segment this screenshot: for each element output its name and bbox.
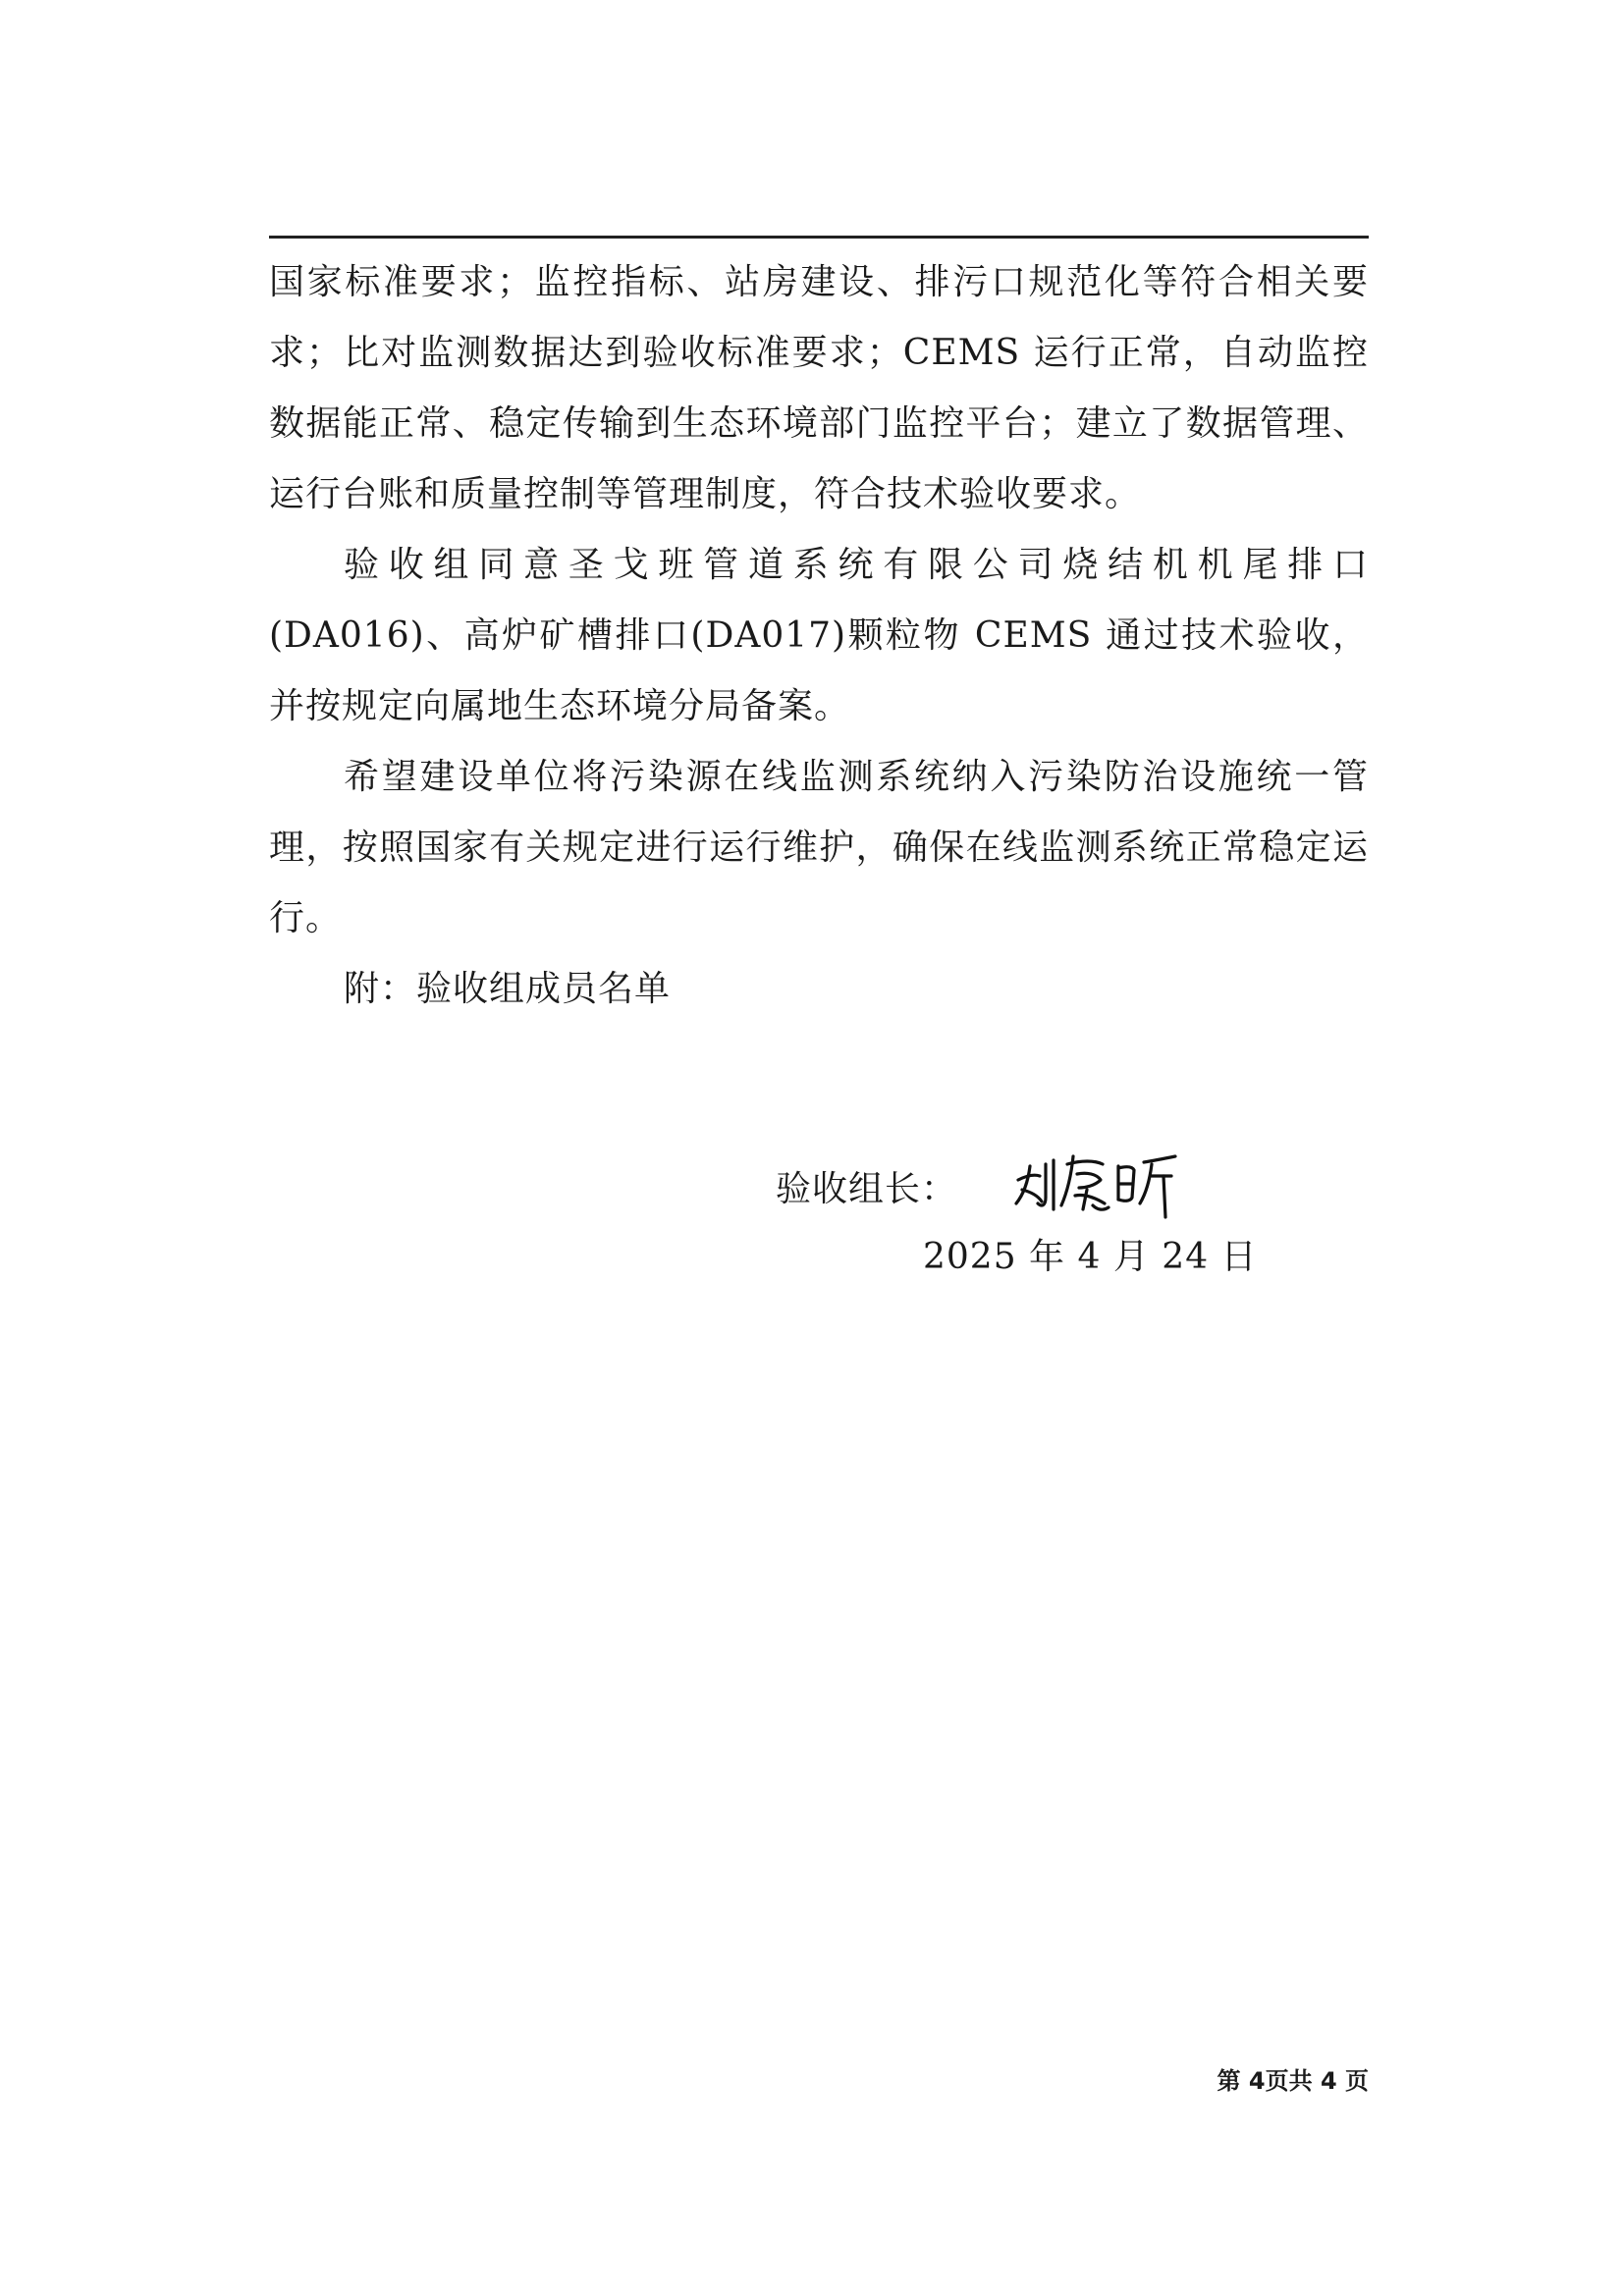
signature-date: 2025 年 4 月 24 日	[923, 1237, 1258, 1277]
paragraph-1: 国家标准要求；监控指标、站房建设、排污口规范化等符合相关要求；比对监测数据达到验收标准要求；CEMS 运行正常，自动监控数据能正常、稳定传输到生态环境部门监控平台；建立了数据管理、运行台账和质量控制等管理制度，符合技术验收要求。	[269, 262, 1369, 514]
paragraph-2: 验收组同意圣戈班管道系统有限公司烧结机机尾排口(DA016)、高炉矿槽排口(DA017)颗粒物 CEMS 通过技术验收，并按规定向属地生态环境分局备案。	[269, 545, 1369, 726]
signature-row	[776, 1147, 1185, 1225]
paragraph-3: 希望建设单位将污染源在线监测系统纳入污染防治设施统一管理，按照国家有关规定进行运行维护，确保在线监测系统正常稳定运行。	[269, 757, 1369, 938]
attachment-note: 附：验收组成员名单	[344, 969, 672, 1009]
signature-label: 验收组长：	[776, 1168, 958, 1209]
document-body	[269, 247, 1369, 1025]
page-number: 第 4页共 4 页	[1217, 2067, 1369, 2095]
header-rule	[269, 236, 1369, 239]
handwritten-signature	[1008, 1147, 1185, 1225]
